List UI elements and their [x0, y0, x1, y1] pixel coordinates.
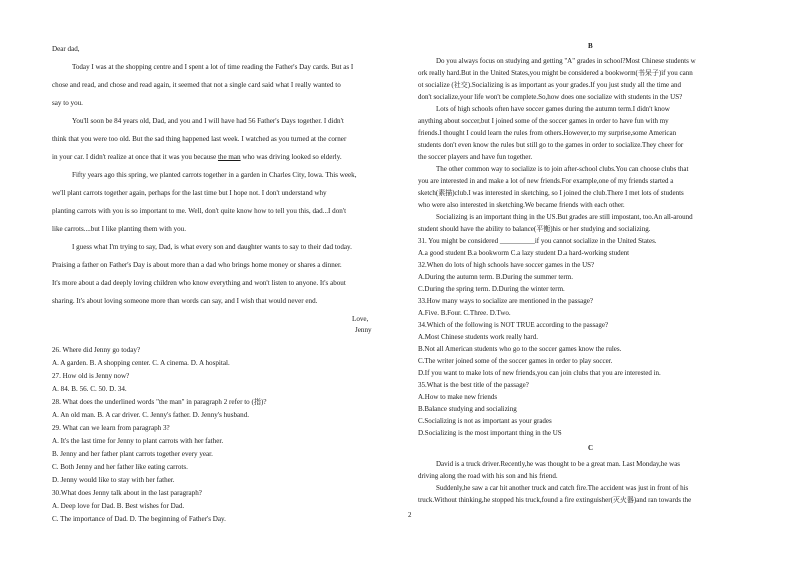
question-line: D.Socializing is the most important thing in the US	[418, 429, 562, 437]
letter-line: Praising a father on Father's Day is about more than a dad who brings home money or shares a dinner.	[52, 261, 342, 269]
sign-love: Love,	[352, 315, 369, 323]
letter-line: say to you.	[52, 99, 83, 107]
question-line: 33.How many ways to socialize are mentioned in the passage?	[418, 297, 593, 305]
question-line: C.The writer joined some of the soccer games in order to play soccer.	[418, 357, 613, 365]
passage-line: sketch(素描)club.I was interested in sketching, so I joined the club.There I met lots of students	[418, 189, 684, 197]
section-heading-b: B	[588, 42, 593, 50]
passage-line: you are interested in and make a lot of new friends.For example,one of my friends started a	[418, 177, 674, 185]
question-line: A.a good student B.a bookworm C.a lazy student D.a hard-working student	[418, 249, 630, 257]
passage-line: Socializing is an important thing in the US.But grades are still impostant, too.An all-around	[436, 213, 693, 221]
passage-line: the soccer players and have fun together.	[418, 153, 533, 161]
letter-line: I guess what I'm trying to say, Dad, is what every son and daughter wants to say to their dad today.	[72, 243, 352, 251]
question-line: A. An old man. B. A car driver. C. Jenny's father. D. Jenny's husband.	[52, 411, 250, 419]
passage-line: ork really hard.But in the United States,you might be considered a bookworm(书呆子)if you cann	[418, 69, 693, 77]
question-line: 27. How old is Jenny now?	[52, 372, 130, 380]
passage-line: friends.I thought I could learn the rules from others.However,to my surprise,some American	[418, 129, 677, 137]
question-line: A.Five. B.Four. C.Three. D.Two.	[418, 309, 511, 317]
question-line: 30.What does Jenny talk about in the last paragraph?	[52, 489, 202, 497]
question-line: A. It's the last time for Jenny to plant carrots with her father.	[52, 437, 224, 445]
question-line: 32.When do lots of high schools have soccer games in the US?	[418, 261, 595, 269]
passage-line: driving along the road with his son and his friend.	[418, 472, 558, 480]
letter-line: sharing. It's about loving someone more than words can say, and I wish that would never end.	[52, 297, 318, 305]
letter-line: You'll soon be 84 years old, Dad, and you and I will have had 56 Father's Days together. I didn't	[72, 117, 344, 125]
question-line: B.Not all American students who go to the soccer games know the rules.	[418, 345, 622, 353]
letter-line: Fifty years ago this spring, we planted carrots together in a garden in Charles City, Iowa. This week,	[72, 171, 357, 179]
question-line: 29. What can we learn from paragraph 3?	[52, 424, 170, 432]
letter-line: we'll plant carrots together again, perhaps for the last time but I hope not. I don't understand why	[52, 189, 327, 197]
question-line: 34.Which of the following is NOT TRUE according to the passage?	[418, 321, 609, 329]
question-line: A.During the autumn term. B.During the summer term.	[418, 273, 573, 281]
passage-line: anything about soccer,but I joined some of the soccer games in order to have fun with my	[418, 117, 669, 125]
question-line: A. Deep love for Dad. B. Best wishes for Dad.	[52, 502, 185, 510]
question-line: A. 84. B. 56. C. 50. D. 34.	[52, 385, 127, 393]
underlined-phrase: the man	[217, 153, 241, 161]
sign-name: Jenny	[355, 326, 372, 334]
question-line: 35.What is the best title of the passage?	[418, 381, 529, 389]
question-line: 28. What does the underlined words "the man" in paragraph 2 refer to (指)?	[52, 398, 267, 406]
passage-line: The other common way to socialize is to join after-school clubs.You can choose clubs that	[436, 165, 689, 173]
question-line: 26. Where did Jenny go today?	[52, 346, 141, 354]
salutation: Dear dad,	[52, 45, 80, 53]
letter-line: in your car. I didn't realize at once that it was you because the man who was driving looked so elderly.	[52, 153, 342, 161]
letter-line: chose and read, and chose and read again, it seemed that not a single card said what I really wanted to	[52, 81, 341, 89]
letter-line: It's more about a dad deeply loving children who know everything and won't listen to anyone. It's about	[52, 279, 346, 287]
letter-line: Today I was at the shopping centre and I spent a lot of time reading the Father's Day cards. But as I	[72, 63, 354, 71]
question-line: A.Most Chinese students work really hard.	[418, 333, 538, 341]
question-line: B.Balance studying and socializing	[418, 405, 517, 413]
question-line: D. Jenny would like to stay with her father.	[52, 476, 175, 484]
section-heading-c: C	[588, 444, 594, 452]
passage-line: Suddenly,he saw a car hit another truck and catch fire.The accident was just in front of his	[436, 484, 689, 492]
question-line: A.How to make new friends	[418, 393, 498, 401]
page-number: 2	[408, 511, 412, 519]
letter-line: planting carrots with you is so important to me. Well, don't quite know how to tell you this, dad...I don't	[52, 207, 347, 215]
question-line: B. Jenny and her father plant carrots together every year.	[52, 450, 213, 458]
question-line: C.Socializing is not as important as your grades	[418, 417, 552, 425]
question-line: D.If you want to make lots of new friends,you can join clubs that you are interested in.	[418, 369, 661, 377]
passage-line: Do you always focus on studying and getting "A" grades in school?Most Chinese students w	[436, 57, 696, 65]
passage-line: David is a truck driver.Recently,he was thought to be a great man. Last Monday,he was	[436, 460, 681, 468]
letter-line: think that you were too old. But the sad thing happened last week. I watched as you turned at the corner	[52, 135, 347, 143]
passage-line: students don't even know the rules but still go to the games in order to socialize.They cheer for	[418, 141, 684, 149]
passage-line: truck.Without thinking,he stopped his truck,found a fire extinguisher(灭火器)and ran towards the	[418, 496, 692, 504]
passage-line: ot socialize (社交).Socializing is as important as your grades.If you just study all the time and	[418, 81, 682, 89]
question-line: 31. You might be considered __________if you cannot socialize in the United States.	[418, 237, 657, 245]
passage-line: Lots of high schools often have soccer games during the autumn term.I didn't know	[436, 105, 670, 113]
question-line: C. Both Jenny and her father like eating carrots.	[52, 463, 188, 471]
passage-line: who were also interested in sketching.We became friends with each other.	[418, 201, 625, 209]
question-line: A. A garden. B. A shopping center. C. A cinema. D. A hospital.	[52, 359, 230, 367]
question-line: C.During the spring term. D.During the winter term.	[418, 285, 565, 293]
letter-line: like carrots....but I like planting them with you.	[52, 225, 186, 233]
passage-line: student should have the ability to balance(平衡)his or her studying and socializing.	[418, 225, 651, 233]
question-line: C. The importance of Dad. D. The beginning of Father's Day.	[52, 515, 226, 523]
passage-line: don't socialize,your life won't be complete.So,how does one socialize with students in the US?	[418, 93, 683, 101]
